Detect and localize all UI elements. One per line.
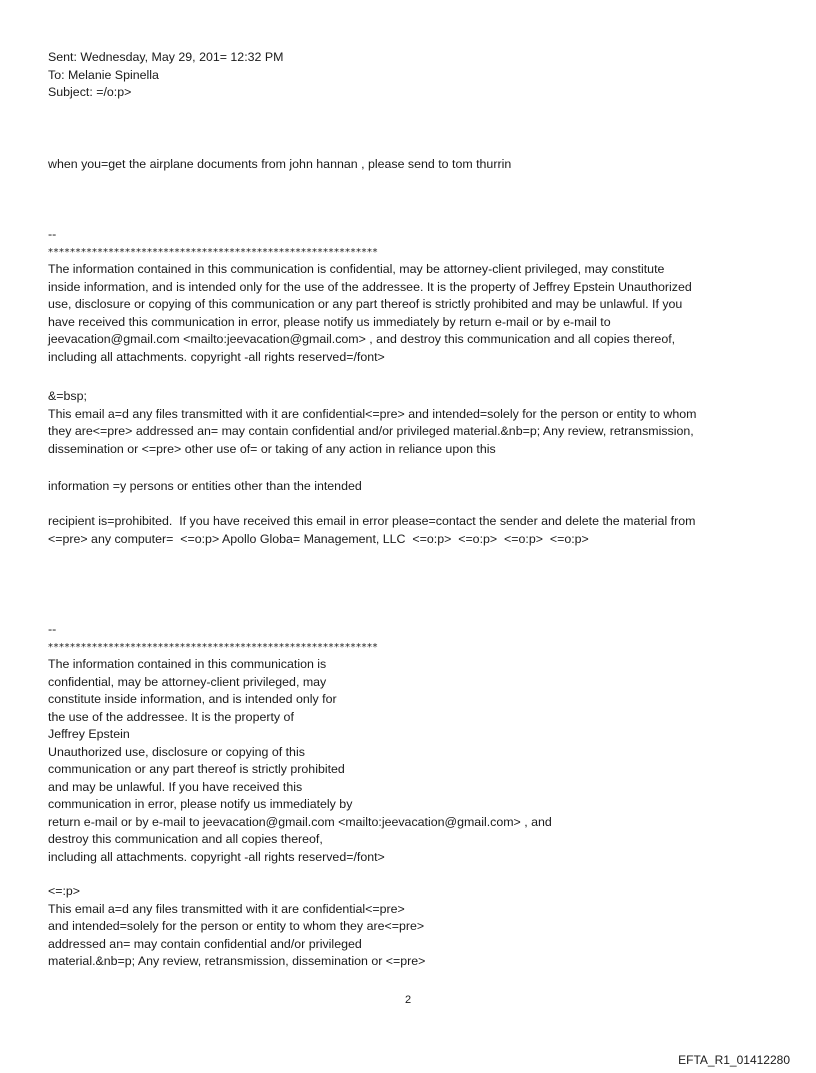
message-body (48, 156, 778, 174)
separator-dashes: -- (48, 622, 57, 636)
disclaimer-line: confidential, may be attorney-client privileged, may (48, 674, 327, 689)
recipient-block (48, 513, 778, 548)
information-line-block (48, 478, 778, 496)
disclaimer-line: have received this communication in error, please notify us immediately by return e-mail or by e-mail to (48, 314, 611, 329)
recipient-line: <=pre> any computer= <=o:p> Apollo Globa= Management, LLC <=o:p> <=o:p> <=o:p> <=o:p> (48, 531, 589, 546)
disclaimer-line: use, disclosure or copying of this communication or any part thereof is strictly prohibited and may be unlawful. If you (48, 297, 683, 311)
confidentiality-line: addressed an= may contain confidential and/or privileged (48, 936, 362, 951)
disclaimer-block-1 (48, 226, 778, 366)
to-line: To: Melanie Spinella (48, 67, 159, 82)
separator-stars: ************************************************************ (48, 641, 378, 653)
confidentiality-line: dissemination or <=pre> other use of= or taking of any action in reliance upon this (48, 441, 496, 456)
separator-stars: ************************************************************ (48, 246, 378, 258)
disclaimer-block-2 (48, 621, 778, 866)
disclaimer-line: including all attachments. copyright -all rights reserved=/font> (48, 349, 385, 364)
page-number: 2 (404, 994, 412, 1006)
confidentiality-line: material.&nb=p; Any review, retransmission, dissemination or <=pre> (48, 954, 426, 968)
message-text: when you=get the airplane documents from john hannan , please send to tom thurrin (48, 157, 512, 171)
disclaimer-line: constitute inside information, and is intended only for (48, 692, 337, 706)
nbsp-line: &=bsp; (48, 389, 87, 403)
disclaimer-line: The information contained in this communication is confidential, may be attorney-client privileged, may constitute (48, 262, 665, 276)
email-header (48, 49, 778, 102)
sent-line: Sent: Wednesday, May 29, 201= 12:32 PM (48, 50, 284, 64)
disclaimer-line: jeevacation@gmail.com <mailto:jeevacation@gmail.com> , and destroy this communication and all copies thereof, (48, 332, 676, 346)
disclaimer-line: communication or any part thereof is strictly prohibited (48, 762, 345, 776)
p-tag-line: <=:p> (48, 884, 81, 898)
disclaimer-line: and may be unlawful. If you have received this (48, 779, 303, 794)
separator-dashes: -- (48, 227, 57, 241)
disclaimer-line: The information contained in this communication is (48, 657, 327, 671)
confidentiality-line: This email a=d any files transmitted with it are confidential<=pre> (48, 901, 405, 916)
confidentiality-line: This email a=d any files transmitted with it are confidential<=pre> and intended=solely for the person or entity to whom (48, 406, 697, 421)
disclaimer-line: Jeffrey Epstein (48, 727, 130, 741)
recipient-line: recipient is=prohibited. If you have received this email in error please=contact the sender and delete the material from (48, 514, 696, 528)
confidentiality-line: and intended=solely for the person or entity to whom they are<=pre> (48, 919, 425, 933)
disclaimer-line: destroy this communication and all copies thereof, (48, 832, 323, 846)
document-id: EFTA_R1_01412280 (678, 1053, 790, 1067)
subject-line: Subject: =/o:p> (48, 85, 132, 99)
disclaimer-line: inside information, and is intended only for the use of the addressee. It is the property of Jeffrey Epstein Unauthorized (48, 279, 692, 294)
disclaimer-line: communication in error, please notify us immediately by (48, 797, 353, 811)
information-line: information =y persons or entities other than the intended (48, 479, 362, 493)
confidentiality-line: they are<=pre> addressed an= may contain confidential and/or privileged material.&nb=p; Any review, retransmission, (48, 424, 694, 438)
disclaimer-line: Unauthorized use, disclosure or copying of this (48, 744, 305, 759)
confidentiality-block-2 (48, 883, 778, 971)
disclaimer-line: including all attachments. copyright -all rights reserved=/font> (48, 849, 385, 864)
confidentiality-block-1 (48, 388, 778, 458)
disclaimer-line: return e-mail or by e-mail to jeevacation@gmail.com <mailto:jeevacation@gmail.com> , and (48, 814, 552, 829)
disclaimer-line: the use of the addressee. It is the property of (48, 709, 294, 724)
